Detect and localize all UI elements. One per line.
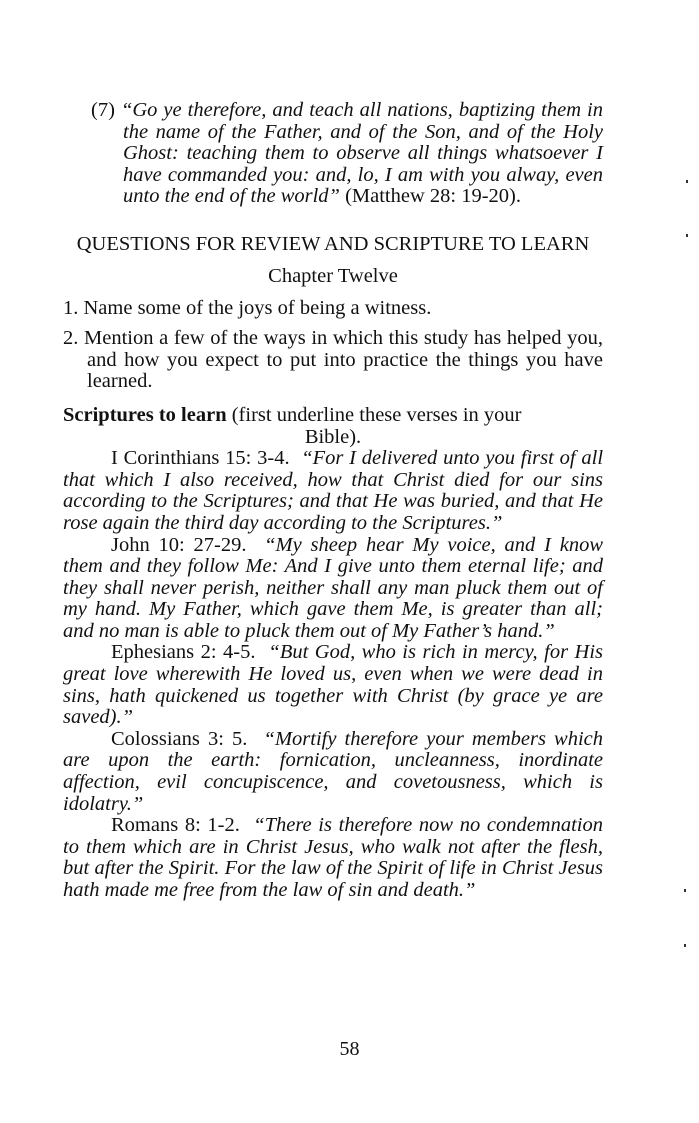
scriptures-label: Scriptures to learn: [63, 403, 227, 426]
intro-quote: [63, 100, 603, 208]
verse-text: “There is therefore now no condemnation to them which are in Christ Jesus, who walk not after the flesh, but after the Spirit. For the law of the Spirit of life in Christ Jesus hath made me free from the law of sin and death.”: [63, 814, 603, 901]
question-number: 1.: [63, 296, 79, 319]
question-text: Mention a few of the ways in which this study has helped you, and how you expect to put into practice the things you have learned.: [84, 327, 604, 393]
verse-paragraph: [63, 642, 603, 728]
verse-reference: Colossians 3: 5.: [111, 727, 248, 750]
question-text: Name some of the joys of being a witness.: [83, 296, 432, 319]
scan-speck: [684, 944, 686, 947]
verse-paragraph: [63, 448, 603, 534]
verse-paragraph: [63, 535, 603, 643]
verse-reference: I Corinthians 15: 3-4.: [111, 447, 290, 470]
scan-speck: [686, 234, 688, 237]
scan-speck: [684, 889, 686, 892]
verse-paragraph: [63, 815, 603, 901]
verse-reference: Ephesians 2: 4-5.: [111, 641, 256, 664]
scriptures-instruction-end: Bible).: [304, 425, 362, 448]
verse-reference: Romans 8: 1-2.: [111, 814, 240, 837]
question-number: 2.: [63, 327, 79, 350]
verse-text: “Mortify therefore your members which are upon the earth: fornication, uncleanness, inordinate affection, evil concupiscence, and covetousness, which is idolatry.”: [63, 727, 603, 815]
verse-text: “But God, who is rich in mercy, for His great love wherewith He loved us, even when we were dead in sins, hath quickened us together with Christ (by grace ye are saved).”: [63, 641, 604, 729]
intro-quote-reference: (Matthew 28: 19-20).: [339, 185, 521, 208]
scriptures-instruction: (first underline these verses in your: [226, 403, 522, 426]
scriptures-intro: [63, 405, 603, 427]
verse-paragraph: [63, 729, 603, 815]
intro-quote-text: “Go ye therefore, and teach all nations, baptizing them in the name of the Father, and of the Son, and of the Holy Ghost: teaching them to observe all things whatsoever I have commanded you: and, lo, I am with you alway, even unto the end of the world”: [120, 99, 603, 208]
verse-reference: John 10: 27-29.: [111, 533, 247, 556]
page-number: 58: [339, 1038, 360, 1060]
scan-speck: [686, 180, 688, 183]
section-heading: QUESTIONS FOR REVIEW AND SCRIPTURE TO LEARN: [76, 232, 590, 255]
question-item: [63, 298, 603, 320]
verse-text: “For I delivered unto you first of all that which I also received, how that Christ died for our sins according to the Scriptures; and that He was buried, and that He rose again the third day according to the Scriptures.”: [63, 447, 604, 534]
scriptures-section: [63, 405, 603, 902]
question-item: [63, 328, 603, 393]
chapter-subheading: Chapter Twelve: [268, 264, 398, 287]
verse-text: “My sheep hear My voice, and I know them and they follow Me: And I give unto them eternal life; and they shall never perish, neither shall any man pluck them out of my hand. My Father, which gave them Me, is greater than all; and no man is able to pluck them out of My Father’s hand.”: [63, 533, 604, 642]
intro-item-label: (7): [91, 99, 115, 121]
page-content: [63, 100, 603, 902]
questions-list: [63, 298, 603, 393]
